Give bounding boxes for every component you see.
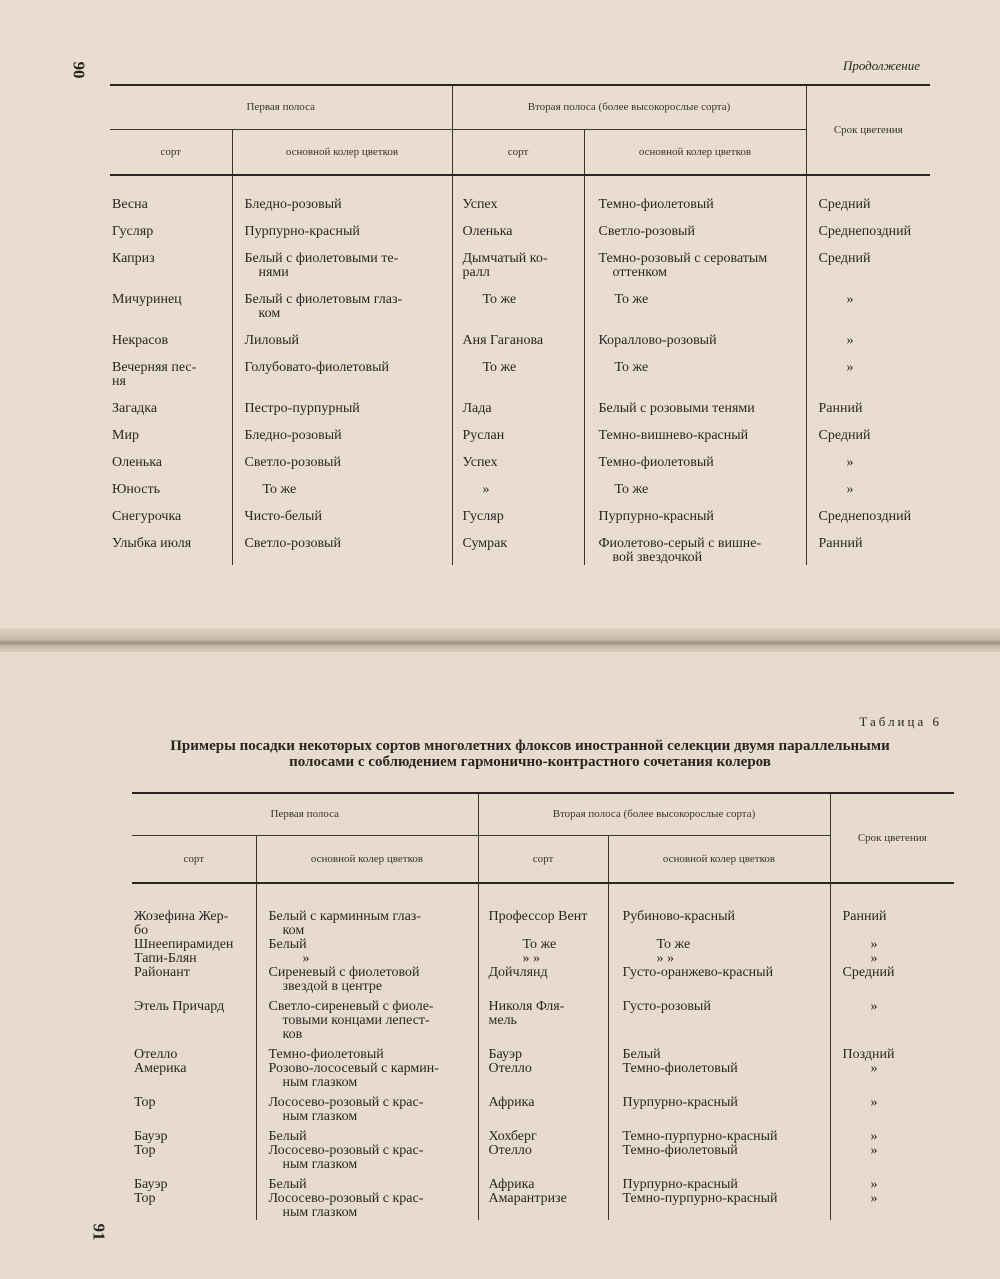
cell-line: Шнеепирамиден	[134, 937, 234, 952]
cell-line: Тор	[134, 1095, 156, 1110]
cell-line: Чисто-белый	[244, 509, 322, 524]
table-row	[132, 883, 954, 994]
table-row	[110, 416, 930, 443]
cell-line: товыми концами лепест-	[282, 1013, 430, 1028]
cell-line: Отелло	[488, 1061, 532, 1076]
cell-line: Светло-розовый	[244, 536, 341, 551]
table-row	[132, 1172, 954, 1220]
cell-line: Бауэр	[134, 1129, 168, 1144]
cell-line: Мичуринец	[112, 292, 182, 307]
cell-line: Загадка	[112, 401, 158, 416]
cell-line: » »	[522, 951, 540, 966]
cell-bloom-time: Средний	[818, 251, 871, 266]
cell-line: Розово-лососевый с кармин-	[268, 1061, 439, 1076]
cell-line: Темно-фиолетовый	[598, 455, 714, 470]
cell-line: Густо-розовый	[622, 999, 711, 1014]
cell-line: Николя Фля-	[488, 999, 565, 1014]
cell-line: Лососево-розовый с крас-	[268, 1143, 424, 1158]
cell-line: То же	[656, 937, 691, 952]
cell-line: Отелло	[488, 1143, 532, 1158]
page-number-bottom: 91	[89, 1223, 109, 1241]
cell-line: Светло-розовый	[244, 455, 341, 470]
cell-bloom-time	[830, 1172, 954, 1220]
header-color-1: основной колер цветков	[232, 129, 452, 175]
cell-line: Сиреневый с фиолетовой	[268, 965, 420, 980]
cell-line: Средний	[842, 965, 895, 980]
cell-line: »	[870, 1129, 878, 1144]
cell-color-1	[232, 212, 452, 239]
cell-line: »	[870, 1177, 878, 1192]
continuation-label: Продолжение	[842, 58, 920, 73]
table-row	[110, 280, 930, 321]
cell-line: Темно-фиолетовый	[622, 1061, 738, 1076]
cell-color-1	[232, 470, 452, 497]
cell-variety-2	[452, 470, 584, 497]
cell-line: Пестро-пурпурный	[244, 401, 360, 416]
cell-color-2	[584, 524, 806, 565]
cell-variety-1	[132, 1090, 256, 1124]
cell-color-1	[232, 416, 452, 443]
header-second-band: Вторая полоса (более высокорослые сорта)	[452, 85, 806, 129]
cell-line: мель	[488, 1013, 517, 1028]
cell-color-1	[232, 321, 452, 348]
cell-bloom-time: »	[846, 360, 854, 375]
cell-line: »	[870, 937, 878, 952]
header-variety-1: сорт	[110, 129, 232, 175]
table-body	[110, 175, 930, 565]
cell-variety-1	[110, 212, 232, 239]
cell-bloom-time	[830, 1124, 954, 1172]
cell-variety-1	[110, 239, 232, 280]
cell-variety-2	[478, 1172, 608, 1220]
cell-line: Белый	[268, 937, 307, 952]
cell-color-2	[584, 416, 806, 443]
cell-line: То же	[614, 292, 649, 307]
table-row	[110, 524, 930, 565]
cell-line: Африка	[488, 1095, 535, 1110]
cell-line: ным глазком	[282, 1075, 358, 1090]
cell-variety-1	[110, 416, 232, 443]
cell-line: Лососево-розовый с крас-	[268, 1191, 424, 1206]
cell-line: Голубовато-фиолетовый	[244, 360, 389, 375]
cell-variety-2	[452, 443, 584, 470]
cell-line: Лада	[462, 401, 492, 416]
cell-line: ралл	[462, 265, 490, 280]
cell-variety-2	[452, 280, 584, 321]
table-row	[110, 389, 930, 416]
cell-line: Снегурочка	[112, 509, 182, 524]
cell-line: Успех	[462, 455, 498, 470]
cell-bloom-time: »	[846, 482, 854, 497]
cell-line: Дойчлянд	[488, 965, 548, 980]
cell-line: Каприз	[112, 251, 155, 266]
table-row	[110, 212, 930, 239]
t6-header-color-2: основной колер цветков	[608, 835, 830, 883]
cell-variety-1	[110, 470, 232, 497]
cell-color-2	[584, 443, 806, 470]
cell-line: Лиловый	[244, 333, 299, 348]
cell-line: Бауэр	[134, 1177, 168, 1192]
cell-line: ным глазком	[282, 1205, 358, 1220]
cell-bloom-time	[830, 1090, 954, 1124]
cell-line: оттенком	[612, 265, 667, 280]
table-row	[132, 1124, 954, 1172]
cell-line: ня	[112, 374, 126, 389]
cell-line: Белый с фиолетовыми те-	[244, 251, 399, 266]
cell-line: То же	[482, 292, 517, 307]
cell-bloom-time: Средний	[818, 428, 871, 443]
table-row	[132, 1090, 954, 1124]
cell-line: Белый	[268, 1129, 307, 1144]
cell-variety-2	[478, 883, 608, 994]
t6-header-variety-2: сорт	[478, 835, 608, 883]
cell-line: То же	[522, 937, 557, 952]
cell-color-1	[256, 1090, 478, 1124]
cell-color-2	[608, 883, 830, 994]
cell-line: »	[870, 999, 878, 1014]
cell-line: Пурпурно-красный	[598, 509, 714, 524]
cell-line: Темно-пурпурно-красный	[622, 1191, 778, 1206]
cell-line: Кораллово-розовый	[598, 333, 717, 348]
cell-variety-1	[132, 994, 256, 1042]
cell-color-2	[608, 1172, 830, 1220]
cell-line: Темно-фиолетовый	[268, 1047, 384, 1062]
cell-line	[843, 924, 955, 938]
cell-line: вой звездочкой	[612, 550, 703, 565]
cell-line: Весна	[112, 197, 148, 212]
cell-variety-2	[452, 321, 584, 348]
cell-bloom-time	[830, 1042, 954, 1090]
cell-line	[489, 924, 604, 938]
cell-variety-2	[452, 239, 584, 280]
cell-bloom-time: »	[846, 455, 854, 470]
cell-line: »	[482, 482, 490, 497]
cell-line: »	[870, 1061, 878, 1076]
cell-line: Бауэр	[488, 1047, 523, 1062]
cell-line: Жозефина Жер-	[134, 909, 229, 924]
header-first-band: Первая полоса	[110, 85, 452, 129]
cell-color-2	[584, 239, 806, 280]
cell-line: Пурпурно-красный	[244, 224, 360, 239]
cell-line: Руслан	[462, 428, 505, 443]
cell-line: Хохберг	[488, 1129, 537, 1144]
cell-line: Этель Причард	[134, 999, 225, 1014]
t6-header-variety-1: сорт	[132, 835, 256, 883]
cell-line: То же	[614, 360, 649, 375]
cell-line: Бледно-розовый	[244, 428, 342, 443]
table-header	[110, 85, 930, 175]
cell-line: Оленька	[462, 224, 513, 239]
table-row	[132, 994, 954, 1042]
table-row	[110, 443, 930, 470]
cell-variety-1	[110, 524, 232, 565]
cell-variety-2	[478, 994, 608, 1042]
cell-line: Оленька	[112, 455, 162, 470]
cell-variety-1	[110, 443, 232, 470]
cell-color-2	[584, 321, 806, 348]
cell-line: То же	[482, 360, 517, 375]
cell-variety-2	[452, 212, 584, 239]
cell-variety-1	[132, 1042, 256, 1090]
cell-line: Светло-сиреневый с фиоле-	[268, 999, 434, 1014]
page-number-top: 90	[69, 61, 89, 79]
cell-color-1	[256, 1042, 478, 1090]
cell-line: Гусляр	[462, 509, 504, 524]
cell-color-1	[232, 443, 452, 470]
cell-line: Дымчатый ко-	[462, 251, 548, 266]
cell-line: Темно-розовый с сероватым	[598, 251, 768, 266]
cell-line: »	[870, 1191, 878, 1206]
cell-variety-1	[110, 348, 232, 389]
table-row	[110, 175, 930, 212]
cell-color-2	[584, 348, 806, 389]
cell-variety-2	[478, 1124, 608, 1172]
cell-color-2	[608, 994, 830, 1042]
cell-line: Профессор Вент	[488, 909, 588, 924]
table-row	[110, 321, 930, 348]
cell-variety-2	[452, 175, 584, 212]
cell-line: Улыбка июля	[112, 536, 192, 551]
cell-variety-2	[478, 1090, 608, 1124]
cell-line: нями	[258, 265, 289, 280]
table-6-body	[132, 883, 954, 1220]
header-color-2: основной колер цветков	[584, 129, 806, 175]
cell-color-1	[256, 1124, 478, 1172]
cell-line: ным глазком	[282, 1157, 358, 1172]
table-row	[110, 497, 930, 524]
cell-bloom-time: Ранний	[818, 401, 863, 416]
cell-line: Бледно-розовый	[244, 197, 342, 212]
cell-line: »	[870, 1143, 878, 1158]
cell-line: Темно-фиолетовый	[598, 197, 714, 212]
cell-line: Аня Гаганова	[462, 333, 544, 348]
cell-line: Тор	[134, 1191, 156, 1206]
table-row	[110, 470, 930, 497]
header-variety-2: сорт	[452, 129, 584, 175]
cell-line: »	[302, 951, 310, 966]
cell-color-1	[232, 175, 452, 212]
cell-line: Африка	[488, 1177, 535, 1192]
cell-line: Гусляр	[112, 224, 154, 239]
cell-color-1	[256, 994, 478, 1042]
cell-color-2	[584, 497, 806, 524]
cell-line: Белый	[622, 1047, 661, 1062]
header-bloom-time: Срок цветения	[806, 85, 930, 175]
cell-variety-2	[452, 389, 584, 416]
cell-variety-2	[452, 348, 584, 389]
t6-header-first-band: Первая полоса	[132, 793, 478, 835]
cell-line: » »	[656, 951, 674, 966]
cell-bloom-time: Средний	[818, 197, 871, 212]
cell-line: Белый с розовыми тенями	[598, 401, 755, 416]
cell-line: ным глазком	[282, 1109, 358, 1124]
cell-bloom-time	[830, 883, 954, 994]
cell-line: Темно-пурпурно-красный	[622, 1129, 778, 1144]
cell-line: Белый с карминным глаз-	[268, 909, 421, 924]
cell-line: Тор	[134, 1143, 156, 1158]
cell-variety-1	[132, 883, 256, 994]
cell-line: Сумрак	[462, 536, 508, 551]
cell-line: Густо-оранжево-красный	[622, 965, 774, 980]
cell-line: Амарантризе	[488, 1191, 567, 1206]
cell-variety-2	[452, 416, 584, 443]
cell-line: Тапи-Блян	[134, 951, 197, 966]
cell-color-2	[584, 280, 806, 321]
cell-line: Пурпурно-красный	[622, 1095, 738, 1110]
t6-header-color-1: основной колер цветков	[256, 835, 478, 883]
cell-line: »	[870, 1095, 878, 1110]
cell-color-2	[608, 1124, 830, 1172]
cell-color-2	[608, 1042, 830, 1090]
table-6	[132, 792, 954, 1220]
cell-variety-1	[132, 1124, 256, 1172]
table-6-header	[132, 793, 954, 883]
cell-line: То же	[614, 482, 649, 497]
cell-color-1	[232, 239, 452, 280]
cell-line: Юность	[112, 482, 160, 497]
cell-color-1	[232, 348, 452, 389]
cell-line: Отелло	[134, 1047, 178, 1062]
cell-line: Светло-розовый	[598, 224, 695, 239]
table-row	[110, 239, 930, 280]
cell-line: То же	[262, 482, 297, 497]
cell-line: Мир	[112, 428, 139, 443]
cell-variety-2	[452, 497, 584, 524]
cell-line: »	[870, 951, 878, 966]
cell-variety-2	[452, 524, 584, 565]
cell-variety-1	[110, 175, 232, 212]
table-row	[110, 348, 930, 389]
cell-line: Пурпурно-красный	[622, 1177, 738, 1192]
cell-line: Фиолетово-серый с вишне-	[598, 536, 762, 551]
cell-color-1	[232, 280, 452, 321]
cell-color-2	[584, 212, 806, 239]
cell-line: ком	[258, 306, 281, 321]
cell-line: Лососево-розовый с крас-	[268, 1095, 424, 1110]
cell-line: Белый с фиолетовым глаз-	[244, 292, 403, 307]
cell-line: Районант	[134, 965, 190, 980]
cell-bloom-time	[830, 994, 954, 1042]
cell-color-1	[232, 524, 452, 565]
table-title: Примеры посадки некоторых сортов многолетних флоксов иностранной селекции двумя параллельными полосами с соблюдением гармонично-контрастного сочетания колеров	[170, 738, 890, 770]
cell-color-1	[256, 883, 478, 994]
cell-line: Рубиново-красный	[622, 909, 736, 924]
cell-color-2	[584, 470, 806, 497]
cell-variety-1	[110, 280, 232, 321]
cell-color-2	[584, 389, 806, 416]
cell-bloom-time: »	[846, 292, 854, 307]
cell-color-1	[256, 1172, 478, 1220]
cell-line: ков	[282, 1027, 303, 1042]
cell-line: Белый	[268, 1177, 307, 1192]
cell-line: звездой в центре	[282, 979, 383, 994]
cell-line: Темно-вишнево-красный	[598, 428, 749, 443]
table-row	[132, 1042, 954, 1090]
cell-color-1	[232, 497, 452, 524]
table-continued	[110, 84, 930, 565]
cell-line: Ранний	[842, 909, 887, 924]
cell-line: бо	[134, 923, 149, 938]
cell-color-2	[608, 1090, 830, 1124]
cell-line: Успех	[462, 197, 498, 212]
cell-color-1	[232, 389, 452, 416]
cell-bloom-time: »	[846, 333, 854, 348]
cell-variety-1	[132, 1172, 256, 1220]
cell-variety-1	[110, 389, 232, 416]
table-label: Таблица 6	[859, 714, 942, 729]
cell-bloom-time: Среднепоздний	[818, 224, 912, 239]
cell-line: Америка	[134, 1061, 187, 1076]
cell-variety-1	[110, 497, 232, 524]
cell-color-2	[584, 175, 806, 212]
cell-line: ком	[282, 923, 305, 938]
cell-line: Некрасов	[112, 333, 169, 348]
cell-line	[623, 924, 826, 938]
t6-header-bloom-time: Срок цветения	[830, 793, 954, 883]
cell-variety-2	[478, 1042, 608, 1090]
cell-bloom-time: Ранний	[818, 536, 863, 551]
cell-bloom-time: Среднепоздний	[818, 509, 912, 524]
cell-line: Вечерняя пес-	[112, 360, 197, 375]
cell-line: Темно-фиолетовый	[622, 1143, 738, 1158]
cell-line: Поздний	[842, 1047, 895, 1062]
cell-variety-1	[110, 321, 232, 348]
t6-header-second-band: Вторая полоса (более высокорослые сорта)	[478, 793, 830, 835]
